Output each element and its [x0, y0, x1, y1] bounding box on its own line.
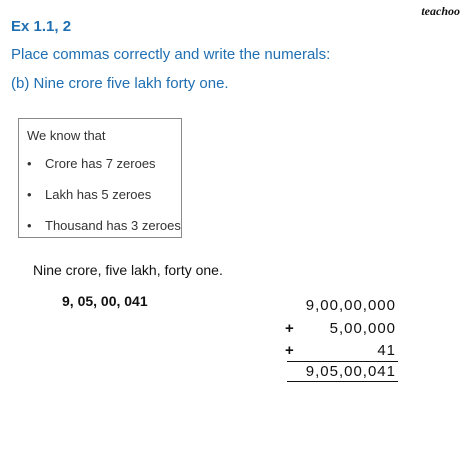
exercise-title: Ex 1.1, 2: [11, 18, 72, 35]
know-item-text: Crore has 7 zeroes: [45, 156, 156, 171]
know-item: [27, 156, 156, 171]
solution-answer: 9, 05, 00, 041: [62, 293, 148, 309]
addition-total: 9,05,00,041: [305, 363, 396, 380]
bullet-icon: •: [27, 218, 32, 233]
addition-value: 9,00,00,000: [305, 297, 396, 314]
addition-value: 5,00,000: [329, 320, 396, 337]
exercise-instruction: Place commas correctly and write the numerals:: [11, 46, 331, 63]
know-item-text: Thousand has 3 zeroes: [45, 218, 181, 233]
know-item-text: Lakh has 5 zeroes: [45, 187, 152, 202]
addition-operator: +: [285, 342, 294, 359]
addition-operator: +: [285, 320, 294, 337]
sum-divider-top: [287, 361, 398, 362]
addition-value: 41: [377, 342, 396, 359]
teachoo-logo: teachoo: [421, 4, 460, 18]
sum-divider-bottom: [287, 381, 398, 382]
solution-statement: Nine crore, five lakh, forty one.: [33, 262, 223, 278]
addition-total-row: [282, 363, 396, 383]
addition-row: [282, 342, 396, 362]
know-box-heading: We know that: [27, 128, 106, 143]
addition-row: [282, 320, 396, 340]
we-know-that-box: [18, 118, 182, 238]
exercise-part: (b) Nine crore five lakh forty one.: [11, 75, 229, 92]
know-item: [27, 218, 181, 233]
know-item: [27, 187, 151, 202]
bullet-icon: •: [27, 156, 32, 171]
addition-row: [282, 297, 396, 317]
bullet-icon: •: [27, 187, 32, 202]
